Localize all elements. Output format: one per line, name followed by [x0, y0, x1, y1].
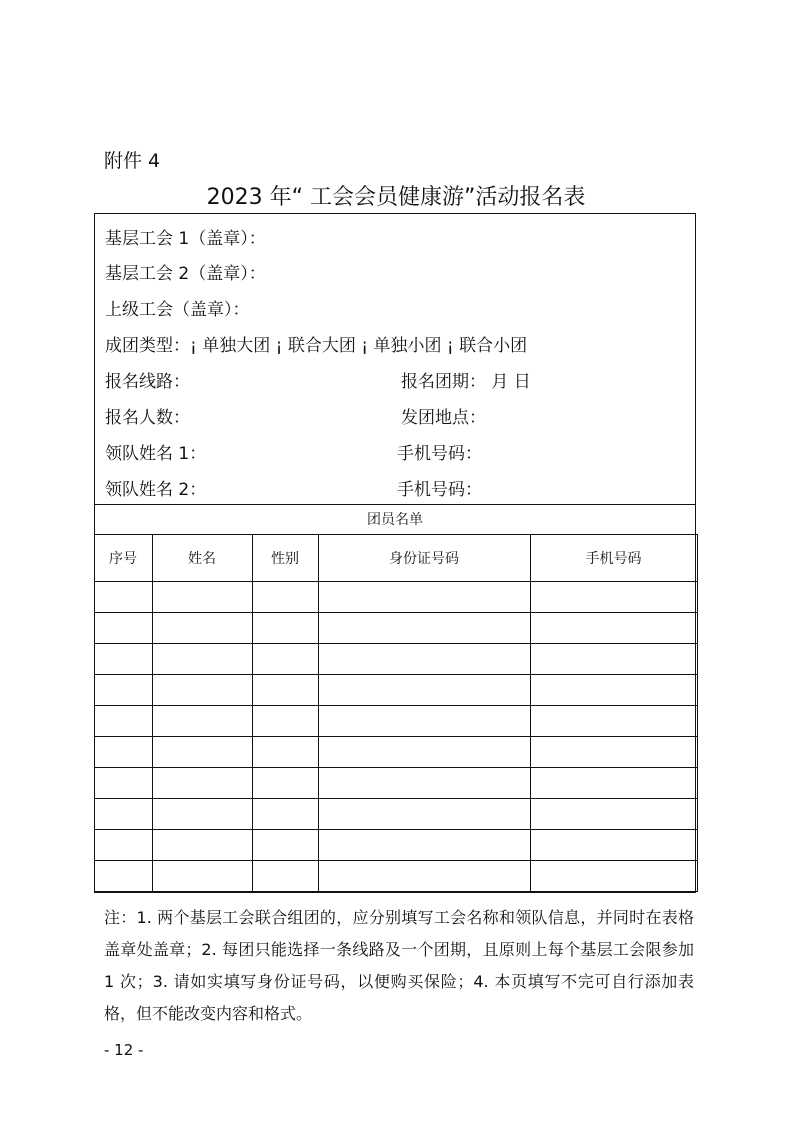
table-cell[interactable] — [318, 768, 530, 799]
table-cell[interactable] — [530, 861, 697, 892]
phone1-field[interactable]: 手机号码： — [397, 444, 482, 464]
table-cell[interactable] — [152, 706, 252, 737]
table-row — [94, 768, 697, 799]
roster-title: 团员名单 — [367, 512, 423, 528]
table-cell[interactable] — [152, 799, 252, 830]
table-row — [94, 706, 697, 737]
form-title: 2023 年“ 工会会员健康游”活动报名表 — [206, 185, 586, 210]
table-cell[interactable] — [94, 582, 152, 613]
table-cell[interactable] — [252, 582, 318, 613]
table-cell[interactable] — [318, 861, 530, 892]
group-type-options[interactable]: 成团类型：¡ 单独大团 ¡ 联合大团 ¡ 单独小团 ¡ 联合小团 — [105, 336, 528, 356]
table-row — [94, 644, 697, 675]
table-cell[interactable] — [252, 737, 318, 768]
table-cell[interactable] — [530, 799, 697, 830]
table-cell[interactable] — [318, 799, 530, 830]
table-cell[interactable] — [152, 644, 252, 675]
table-cell[interactable] — [94, 861, 152, 892]
table-cell[interactable] — [318, 613, 530, 644]
column-header: 手机号码 — [530, 535, 697, 582]
table-cell[interactable] — [152, 582, 252, 613]
table-cell[interactable] — [94, 644, 152, 675]
table-cell[interactable] — [94, 768, 152, 799]
table-row — [94, 737, 697, 768]
table-cell[interactable] — [530, 768, 697, 799]
table-cell[interactable] — [318, 675, 530, 706]
table-cell[interactable] — [318, 582, 530, 613]
column-header: 性别 — [252, 535, 318, 582]
column-header: 姓名 — [152, 535, 252, 582]
superior-union-field[interactable]: 上级工会（盖章）： — [105, 300, 250, 320]
table-cell[interactable] — [252, 861, 318, 892]
table-cell[interactable] — [530, 830, 697, 861]
table-cell[interactable] — [94, 737, 152, 768]
column-header: 身份证号码 — [318, 535, 530, 582]
table-cell[interactable] — [252, 675, 318, 706]
table-row — [94, 582, 697, 613]
table-cell[interactable] — [252, 644, 318, 675]
column-header: 序号 — [94, 535, 152, 582]
table-cell[interactable] — [252, 768, 318, 799]
table-row — [94, 675, 697, 706]
roster-table — [94, 534, 698, 892]
table-cell[interactable] — [530, 644, 697, 675]
table-cell[interactable] — [530, 613, 697, 644]
table-cell[interactable] — [318, 830, 530, 861]
table-row — [94, 830, 697, 861]
phone2-field[interactable]: 手机号码： — [397, 480, 482, 500]
table-cell[interactable] — [252, 706, 318, 737]
table-cell[interactable] — [530, 582, 697, 613]
table-cell[interactable] — [530, 737, 697, 768]
departure-field[interactable]: 发团地点： — [401, 408, 486, 428]
table-cell[interactable] — [318, 737, 530, 768]
table-cell[interactable] — [152, 675, 252, 706]
table-cell[interactable] — [318, 706, 530, 737]
table-row — [94, 799, 697, 830]
table-row — [94, 613, 697, 644]
table-cell[interactable] — [252, 799, 318, 830]
table-cell[interactable] — [252, 830, 318, 861]
leader2-field[interactable]: 领队姓名 2： — [105, 480, 207, 500]
registration-form — [94, 213, 696, 893]
roster-header-row — [94, 535, 697, 582]
leader1-field[interactable]: 领队姓名 1： — [105, 444, 207, 464]
table-cell[interactable] — [152, 861, 252, 892]
table-cell[interactable] — [530, 675, 697, 706]
union1-field[interactable]: 基层工会 1（盖章）： — [105, 229, 266, 249]
union2-field[interactable]: 基层工会 2（盖章）： — [105, 264, 266, 284]
attachment-label: 附件 4 — [104, 150, 161, 172]
table-cell[interactable] — [94, 706, 152, 737]
group-date-field[interactable]: 报名团期： 月 日 — [401, 372, 531, 392]
roster-body — [94, 582, 697, 892]
table-cell[interactable] — [94, 799, 152, 830]
table-cell[interactable] — [530, 706, 697, 737]
notes: 注：1. 两个基层工会联合组团的，应分别填写工会名称和领队信息，并同时在表格盖章处盖章；2. 每团只能选择一条线路及一个团期，且原则上每个基层工会限参加 1 次；3. 请如实填写身份证号码，以便购买保险；4. 本页填写不完可自行添加表格，但不能改变内容和格式。 — [104, 908, 694, 1023]
headcount-field[interactable]: 报名人数： — [105, 408, 190, 428]
table-cell[interactable] — [252, 613, 318, 644]
roster-divider — [95, 504, 695, 505]
table-cell[interactable] — [94, 613, 152, 644]
table-cell[interactable] — [94, 830, 152, 861]
page-number: - 12 - — [104, 1041, 144, 1059]
table-cell[interactable] — [152, 768, 252, 799]
table-cell[interactable] — [318, 644, 530, 675]
table-cell[interactable] — [152, 613, 252, 644]
table-cell[interactable] — [152, 830, 252, 861]
table-cell[interactable] — [152, 737, 252, 768]
table-cell[interactable] — [94, 675, 152, 706]
table-row — [94, 861, 697, 892]
route-field[interactable]: 报名线路： — [105, 372, 190, 392]
